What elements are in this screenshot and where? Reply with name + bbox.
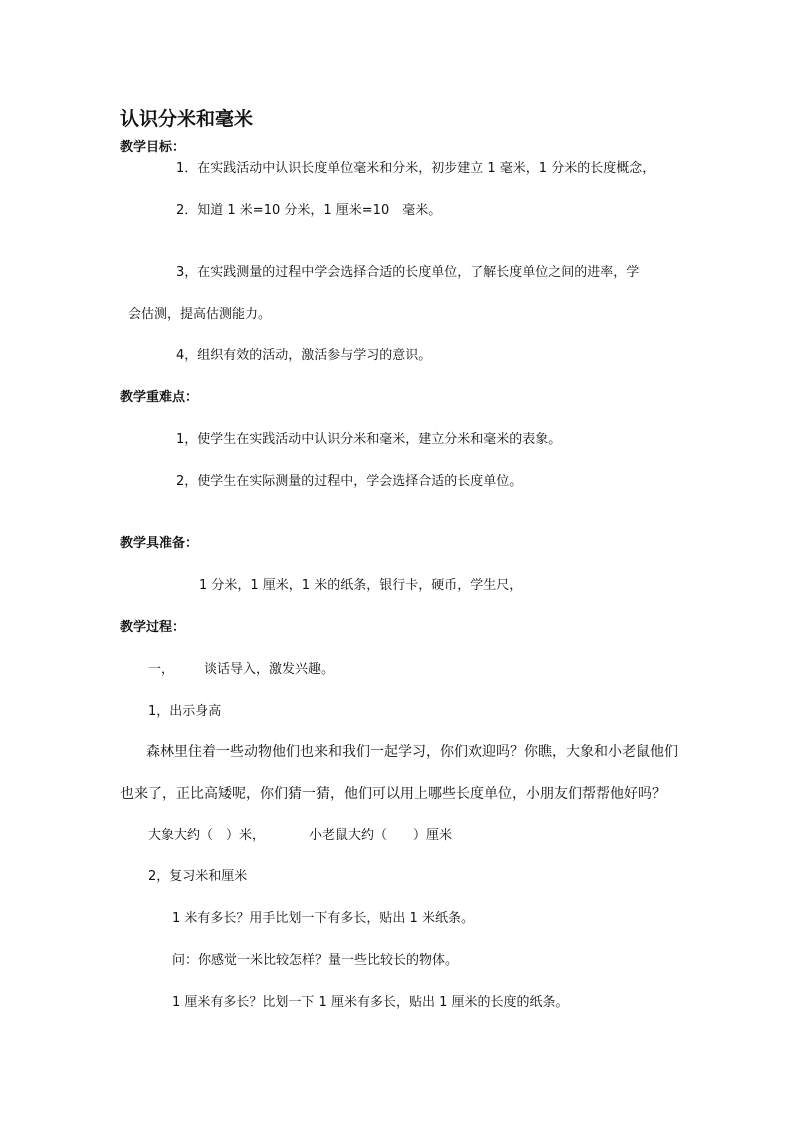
tools-line: 1 分米，1 厘米，1 米的纸条，银行卡，硬币，学生尺， — [199, 578, 523, 593]
paragraph-line: 问：你感觉一米比较怎样？量一些比较长的物体。 — [172, 953, 459, 968]
paragraph-line: 也来了，正比高矮呢，你们猜一猜，他们可以用上哪些长度单位，小朋友们帮帮他好吗？ — [120, 786, 666, 802]
difficulty-line: 2，使学生在实际测量的过程中，学会选择合适的长度单位。 — [176, 474, 523, 489]
goal-line: 会估测，提高估测能力。 — [128, 307, 272, 322]
difficulty-heading: 教学重难点： — [120, 390, 199, 405]
paragraph-line: 森林里住着一些动物他们也来和我们一起学习，你们欢迎吗？你瞧，大象和小老鼠他们 — [146, 744, 678, 760]
tools-heading: 教学具准备： — [120, 536, 199, 551]
goal-line: 3，在实践测量的过程中学会选择合适的长度单位，了解长度单位之间的进率，学 — [176, 265, 640, 280]
difficulty-line: 1，使学生在实践活动中认识分米和毫米，建立分米和毫米的表象。 — [176, 432, 562, 447]
goal-line: 2．知道 1 米=10 分米，1 厘米=10 毫米。 — [176, 203, 442, 218]
item-heading: 1，出示身高 — [148, 704, 222, 719]
mouse-blank: 小老鼠大约（ ）厘米 — [309, 828, 453, 843]
elephant-blank: 大象大约（ ）米， — [148, 828, 266, 843]
page-title: 认识分米和毫米 — [120, 108, 254, 130]
process-heading: 教学过程： — [120, 620, 186, 635]
goals-heading: 教学目标： — [120, 140, 186, 155]
paragraph-line: 1 米有多长？用手比划一下有多长，贴出 1 米纸条。 — [172, 911, 474, 926]
paragraph-line: 1 厘米有多长？比划一下 1 厘米有多长，贴出 1 厘米的长度的纸条。 — [172, 995, 569, 1010]
goal-line: 4，组织有效的活动，激活参与学习的意识。 — [176, 348, 432, 363]
section-title: 谈话导入，激发兴趣。 — [204, 662, 335, 677]
item-heading: 2，复习米和厘米 — [148, 869, 248, 884]
section-number: 一， — [148, 662, 175, 677]
goal-line: 1．在实践活动中认识长度单位毫米和分米，初步建立 1 毫米，1 分米的长度概念， — [176, 161, 656, 176]
